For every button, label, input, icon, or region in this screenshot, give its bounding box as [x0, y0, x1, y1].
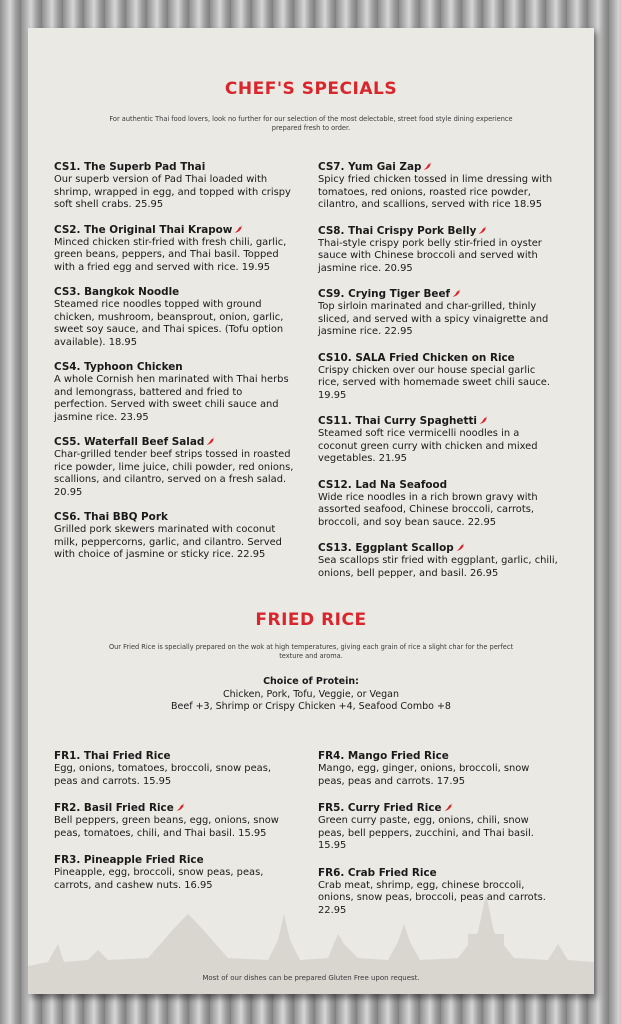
item-name: CS7. Yum Gai Zap	[318, 161, 422, 173]
item-description: Top sirloin marinated and char-grilled, thinly sliced, and served with a spicy vinaigrette and jasmine rice. 22.95	[318, 301, 549, 337]
item-description: Bell peppers, green beans, egg, onions, snow peas, tomatoes, chili, and Thai basil. 15.95	[54, 815, 279, 839]
menu-item	[318, 415, 558, 466]
item-name: CS1. The Superb Pad Thai	[54, 161, 206, 173]
protein-choices	[28, 676, 594, 714]
menu-item	[54, 161, 294, 212]
item-description: Grilled pork skewers marinated with coconut milk, peppercorns, garlic, and cilantro. Served with choice of jasmine or sticky rice. 22.95	[54, 524, 282, 560]
menu-item	[318, 542, 558, 580]
menu-item	[54, 436, 294, 499]
chefs-specials-title: CHEF'S SPECIALS	[224, 79, 398, 99]
chili-pepper-icon	[206, 437, 215, 445]
protein-standard-options: Chicken, Pork, Tofu, Veggie, or Vegan	[222, 688, 400, 700]
item-description: Thai-style crispy pork belly stir-fried in oyster sauce with Chinese broccoli and served with jasmine rice. 20.95	[318, 237, 542, 274]
item-name: CS9. Crying Tiger Beef	[318, 288, 451, 300]
gluten-free-note: Most of our dishes can be prepared Gluten Free upon request.	[202, 974, 420, 982]
fried-rice-intro: Our Fried Rice is specially prepared on the wok at high temperatures, giving each grain of rice a slight char for the perfect texture and aroma.	[108, 643, 514, 660]
item-name: CS3. Bangkok Noodle	[54, 286, 180, 298]
chili-pepper-icon	[478, 226, 487, 234]
chefs-specials-right-column	[318, 161, 558, 590]
menu-item	[54, 511, 294, 562]
item-name: CS10. SALA Fried Chicken on Rice	[318, 351, 515, 364]
chili-pepper-icon	[444, 803, 453, 811]
chefs-specials-intro: For authentic Thai food lovers, look no further for our selection of the most delectable, street food style dining experience prepared fresh to order.	[109, 115, 513, 132]
item-name: FR2. Basil Fried Rice	[54, 802, 174, 814]
menu-item	[318, 867, 558, 918]
item-description: Steamed soft rice vermicelli noodles in a coconut green curry with chicken and mixed vegetables. 21.95	[318, 428, 538, 464]
chili-pepper-icon	[452, 289, 461, 297]
item-description: Char-grilled tender beef strips tossed in roasted rice powder, lime juice, chili powder, red onions, scallions, and cilantro, served on a fresh salad. 20.95	[54, 449, 294, 498]
menu-item	[54, 361, 294, 424]
item-name: CS12. Lad Na Seafood	[318, 478, 448, 491]
menu-item	[54, 854, 294, 892]
item-description: A whole Cornish hen marinated with Thai herbs and lemongrass, battered and fried to perfection. Served with sweet chili sauce and jasmine rice. 23.95	[54, 374, 289, 423]
item-name: FR5. Curry Fried Rice	[318, 802, 442, 814]
item-name: FR1. Thai Fried Rice	[54, 750, 171, 762]
item-name: CS13. Eggplant Scallop	[318, 542, 454, 554]
protein-upcharge-options: Beef +3, Shrimp or Crispy Chicken +4, Seafood Combo +8	[171, 701, 451, 712]
item-name: CS6. Thai BBQ Pork	[54, 511, 168, 523]
item-name: FR4. Mango Fried Rice	[318, 750, 449, 762]
fried-rice-left-column	[54, 750, 294, 902]
menu-item	[318, 225, 558, 276]
menu-page	[28, 28, 594, 994]
item-description: Egg, onions, tomatoes, broccoli, snow peas, peas and carrots. 15.95	[54, 763, 271, 787]
item-description: Wide rice noodles in a rich brown gravy with assorted seafood, Chinese broccoli, carrots, broccoli, and soy bean sauce. 22.95	[318, 491, 538, 528]
chili-pepper-icon	[423, 162, 432, 170]
item-description: Mango, egg, ginger, onions, broccoli, snow peas, peas and carrots. 17.95	[318, 763, 530, 787]
item-description: Steamed rice noodles topped with ground chicken, mushroom, beansprout, onion, garlic, sweet soy sauce, and Thai spices. (Tofu option available). 18.95	[54, 299, 284, 348]
item-description: Spicy fried chicken tossed in lime dressing with tomatoes, red onions, roasted rice powder, cilantro, and scallions, served with rice 18.95	[318, 174, 553, 210]
item-description: Pineapple, egg, broccoli, snow peas, peas, carrots, and cashew nuts. 16.95	[54, 867, 264, 891]
item-name: CS11. Thai Curry Spaghetti	[318, 415, 477, 427]
item-name: FR6. Crab Fried Rice	[318, 866, 437, 879]
item-description: Our superb version of Pad Thai loaded with shrimp, wrapped in egg, and topped with crispy soft shell crabs. 25.95	[54, 174, 291, 210]
menu-item	[54, 802, 294, 840]
chili-pepper-icon	[176, 803, 185, 811]
item-name: CS8. Thai Crispy Pork Belly	[318, 224, 477, 237]
menu-item	[318, 802, 558, 853]
chefs-specials-left-column	[54, 161, 294, 572]
item-description: Sea scallops stir fried with eggplant, garlic, chili, onions, bell pepper, and basil. 26.95	[318, 555, 558, 579]
chili-pepper-icon	[456, 543, 465, 551]
item-description: Minced chicken stir-fried with fresh chili, garlic, green beans, peppers, and Thai basil. Topped with a fried egg and served with rice. 19.95	[54, 236, 287, 273]
menu-item	[318, 352, 558, 403]
menu-item	[54, 750, 294, 788]
menu-item	[54, 286, 294, 349]
fried-rice-right-column	[318, 750, 558, 927]
menu-item	[54, 224, 294, 275]
chili-pepper-icon	[234, 225, 243, 233]
menu-item	[318, 288, 558, 339]
menu-item	[318, 750, 558, 788]
item-name: CS2. The Original Thai Krapow	[54, 223, 233, 236]
menu-item	[318, 479, 558, 530]
item-description: Crispy chicken over our house special garlic rice, served with homemade sweet chili sauce. 19.95	[318, 364, 550, 401]
menu-item	[318, 161, 558, 212]
item-name: FR3. Pineapple Fried Rice	[54, 854, 204, 866]
item-description: Crab meat, shrimp, egg, chinese broccoli, onions, snow peas, broccoli, peas and carrots. 22.95	[318, 879, 546, 916]
fried-rice-title: FRIED RICE	[255, 610, 367, 630]
item-description: Green curry paste, egg, onions, chili, snow peas, bell peppers, zucchini, and Thai basil. 15.95	[318, 815, 534, 851]
item-name: CS5. Waterfall Beef Salad	[54, 436, 205, 448]
chili-pepper-icon	[479, 416, 488, 424]
protein-title: Choice of Protein:	[263, 676, 359, 687]
item-name: CS4. Typhoon Chicken	[54, 361, 183, 373]
